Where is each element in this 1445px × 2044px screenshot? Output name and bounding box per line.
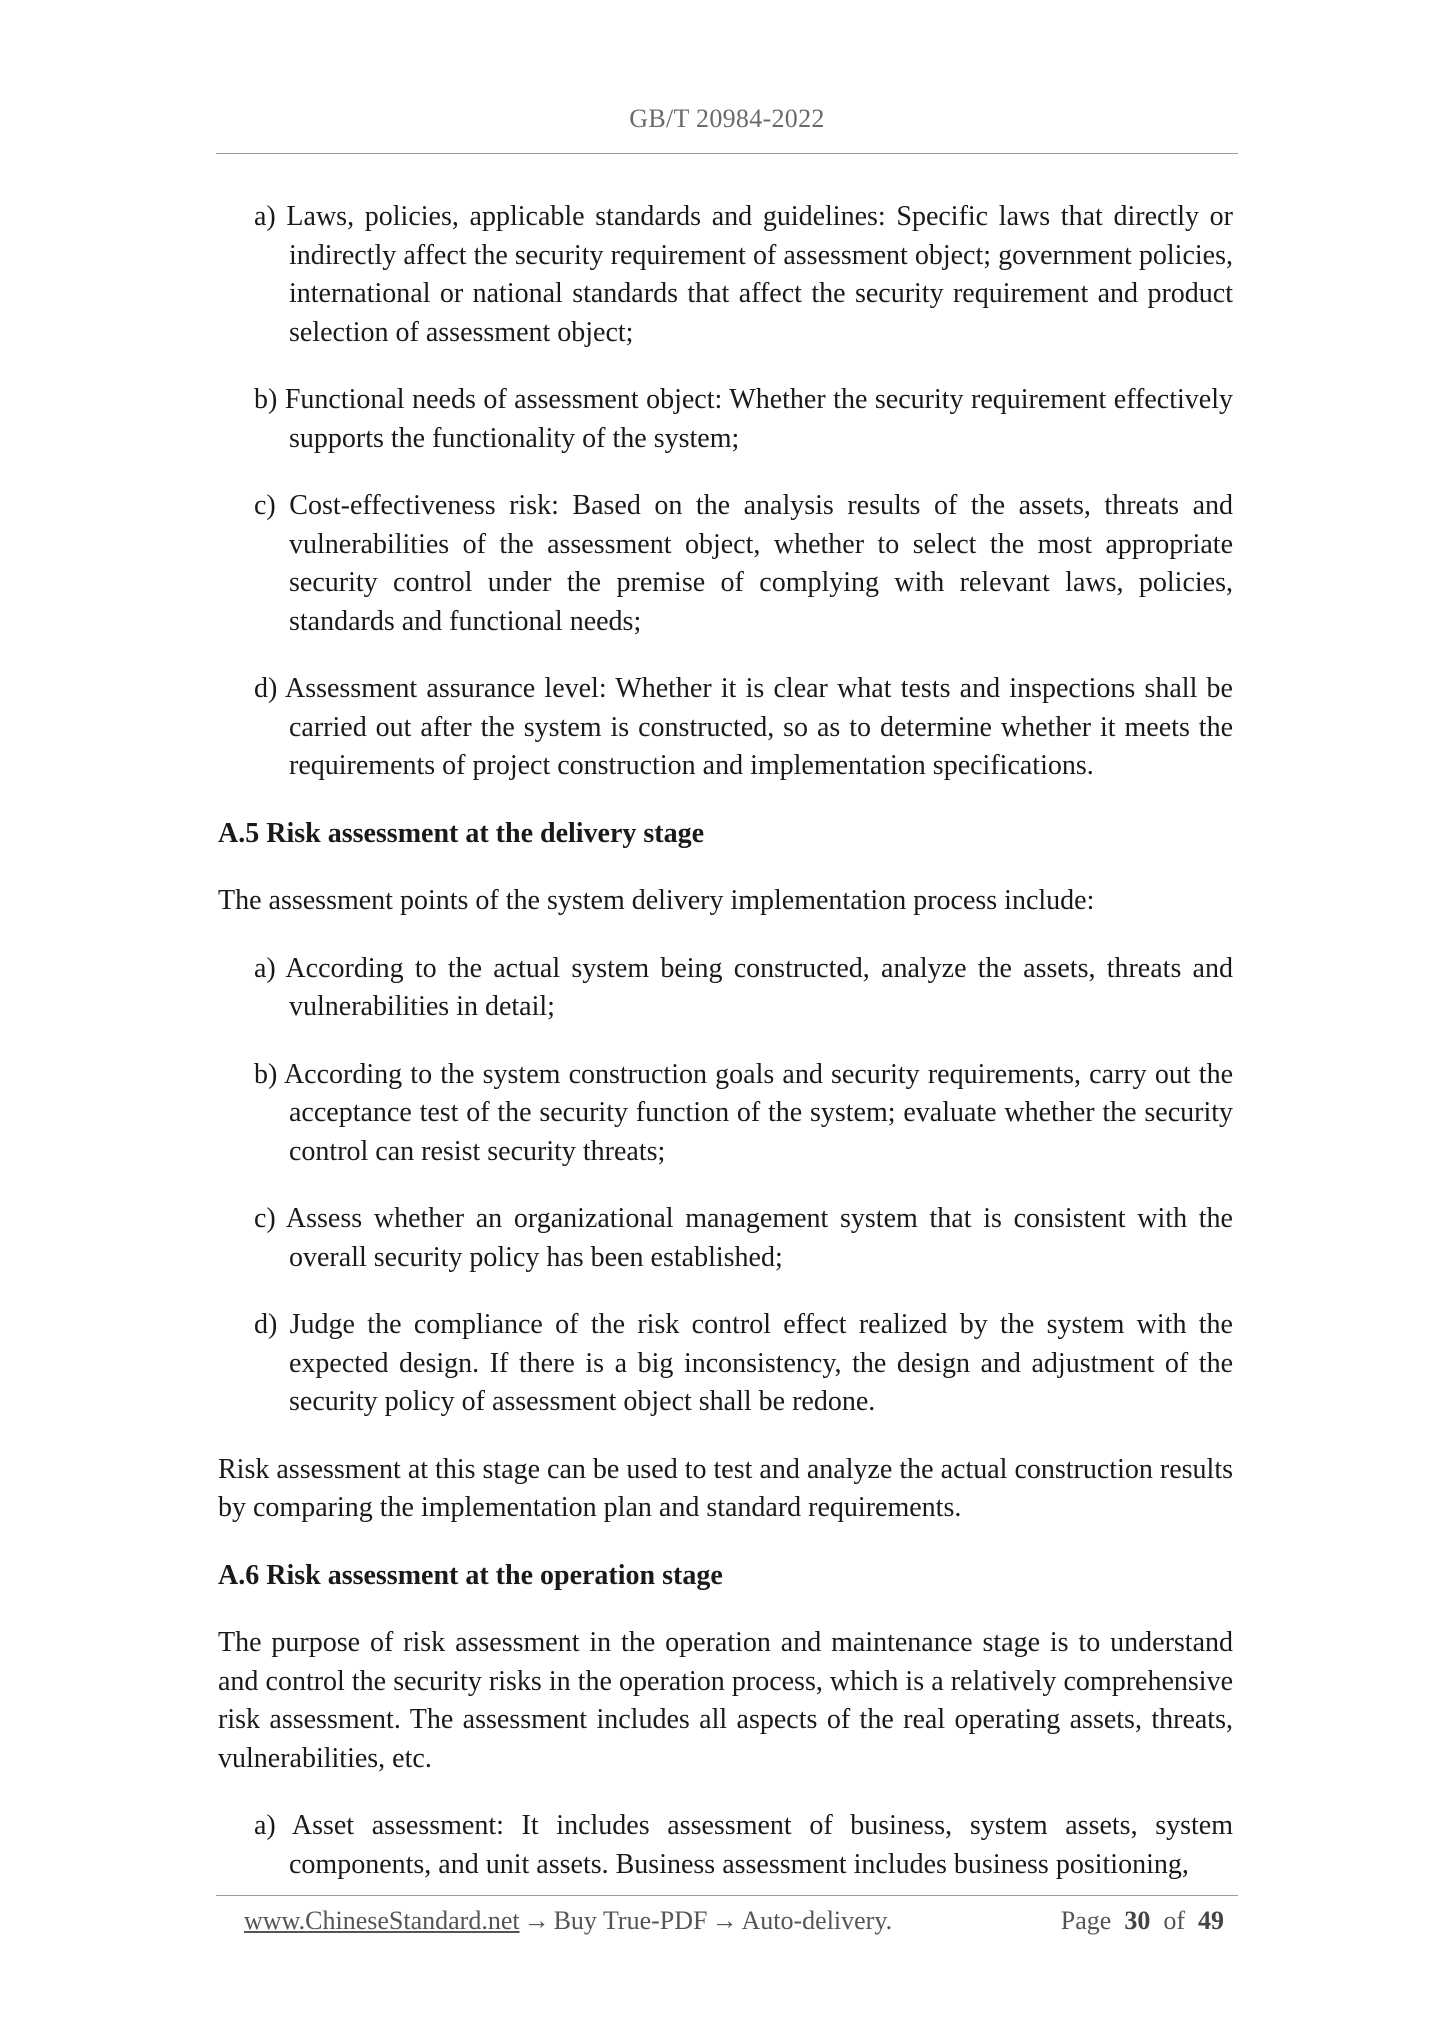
- section-a5-intro: The assessment points of the system delivery implementation process include:: [218, 885, 1095, 916]
- page-body: [218, 198, 1233, 1913]
- section-heading-a6: A.6 Risk assessment at the operation stage: [218, 1559, 723, 1591]
- list-item: b) Functional needs of assessment object: Whether the security requirement effectively supports the functionality of the system;: [254, 384, 1233, 454]
- page-number: [1061, 1906, 1224, 1936]
- page-label: Page: [1060, 1906, 1112, 1935]
- list-item: c) Cost-effectiveness risk: Based on the analysis results of the assets, threats and vulnerabilities of the assessment object, whether to select the most appropriate security control under the premise of complying with relevant laws, policies, standards and functional needs;: [254, 490, 1233, 637]
- footer-divider: [216, 1895, 1238, 1896]
- list-item: a) Asset assessment: It includes assessment of business, system assets, system components, and unit assets. Business assessment includes business positioning,: [254, 1810, 1233, 1880]
- arrow-right-icon: →: [711, 1906, 738, 1935]
- document-header: GB/T 20984-2022: [629, 104, 825, 133]
- list-item: d) Assessment assurance level: Whether it is clear what tests and inspections shall be carried out after the system is constructed, so as to determine whether it meets the requirements of project construction and implementation specifications.: [254, 673, 1233, 781]
- list-item: a) Laws, policies, applicable standards and guidelines: Specific laws that directly or indirectly affect the security requirement of assessment object; government policies, international or national standards that affect the security requirement and product selection of assessment object;: [254, 201, 1233, 348]
- section-a6-intro: The purpose of risk assessment in the operation and maintenance stage is to understand and control the security risks in the operation process, which is a relatively comprehensive risk assessment. The assessment includes all aspects of the real operating assets, threats, vulnerabilities, etc.: [218, 1627, 1233, 1774]
- site-link[interactable]: www.ChineseStandard.net: [244, 1906, 520, 1935]
- footer-promo: [244, 1906, 892, 1936]
- auto-delivery-text: Auto-delivery.: [741, 1906, 893, 1935]
- arrow-right-icon: →: [523, 1906, 550, 1935]
- current-page: 30: [1124, 1906, 1151, 1935]
- list-item: d) Judge the compliance of the risk control effect realized by the system with the expected design. If there is a big inconsistency, the design and adjustment of the security policy of assessment object shall be redone.: [254, 1309, 1233, 1417]
- list-item: b) According to the system construction goals and security requirements, carry out the acceptance test of the security function of the system; evaluate whether the security control can resist security threats;: [254, 1058, 1233, 1167]
- of-label: of: [1163, 1906, 1185, 1935]
- list-item: c) Assess whether an organizational management system that is consistent with the overall security policy has been established;: [254, 1203, 1233, 1273]
- header-divider: [216, 153, 1238, 154]
- list-item: a) According to the actual system being constructed, analyze the assets, threats and vulnerabilities in detail;: [254, 952, 1233, 1022]
- section-heading-a5: A.5 Risk assessment at the delivery stage: [218, 817, 705, 849]
- buy-true-pdf-text: Buy True-PDF: [553, 1906, 708, 1935]
- total-pages: 49: [1198, 1906, 1224, 1935]
- section-a5-closing: Risk assessment at this stage can be used to test and analyze the actual construction results by comparing the implementation plan and standard requirements.: [218, 1453, 1233, 1523]
